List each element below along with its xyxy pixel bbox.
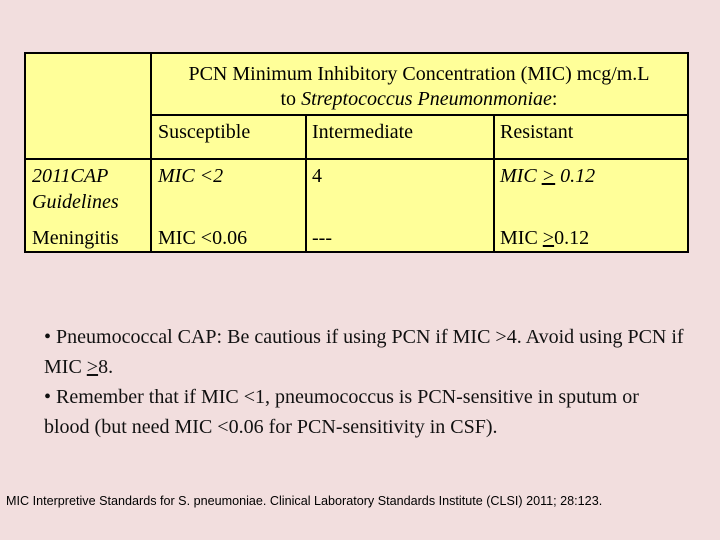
table-header-line2: to Streptococcus Pneumonmoniae: — [280, 88, 558, 110]
row-label-cap-line2: Guidelines — [32, 191, 119, 213]
table-border-left — [24, 52, 26, 253]
table-border-col3 — [493, 114, 495, 253]
column-header-intermediate: Intermediate — [312, 121, 414, 143]
table-border-header — [151, 114, 689, 116]
table-header-line1: PCN Minimum Inhibitory Concentration (MIC) mcg/m.L — [188, 63, 650, 85]
bullet-remember: • Remember that if MIC <1, pneumococcus is PCN-sensitive in sputum or blood (but need MIC <0.06 for PCN-sensitivity in CSF). — [44, 386, 639, 438]
citation: MIC Interpretive Standards for S. pneumoniae. Clinical Laboratory Standards Institute (CLSI) 2011; 28:123. — [6, 494, 603, 508]
cell-cap-resistant: MIC > 0.12 — [500, 165, 596, 187]
table-border-row1 — [25, 158, 689, 160]
cell-cap-intermediate: 4 — [312, 165, 322, 187]
row-label-meningitis: Meningitis — [32, 227, 119, 249]
table-border-bottom — [25, 251, 689, 253]
bullet-icon: • — [44, 386, 52, 408]
table-border-top — [25, 52, 689, 54]
cell-meningitis-susceptible: MIC <0.06 — [158, 227, 248, 249]
row-label-cap-line1: 2011CAP — [32, 165, 109, 187]
cell-meningitis-resistant: MIC >0.12 — [500, 227, 590, 249]
table-border-col2 — [305, 114, 307, 253]
column-header-susceptible: Susceptible — [158, 121, 251, 143]
cell-cap-susceptible: MIC <2 — [158, 165, 224, 187]
cell-meningitis-intermediate: --- — [312, 227, 332, 249]
bullet-list — [44, 322, 684, 442]
table-border-right — [687, 52, 689, 253]
table-corner-cell — [25, 53, 151, 159]
column-header-resistant: Resistant — [500, 121, 574, 143]
bullet-cap: • Pneumococcal CAP: Be cautious if using PCN if MIC >4. Avoid using PCN if MIC >8. — [44, 326, 684, 378]
bullet-icon: • — [44, 326, 52, 348]
